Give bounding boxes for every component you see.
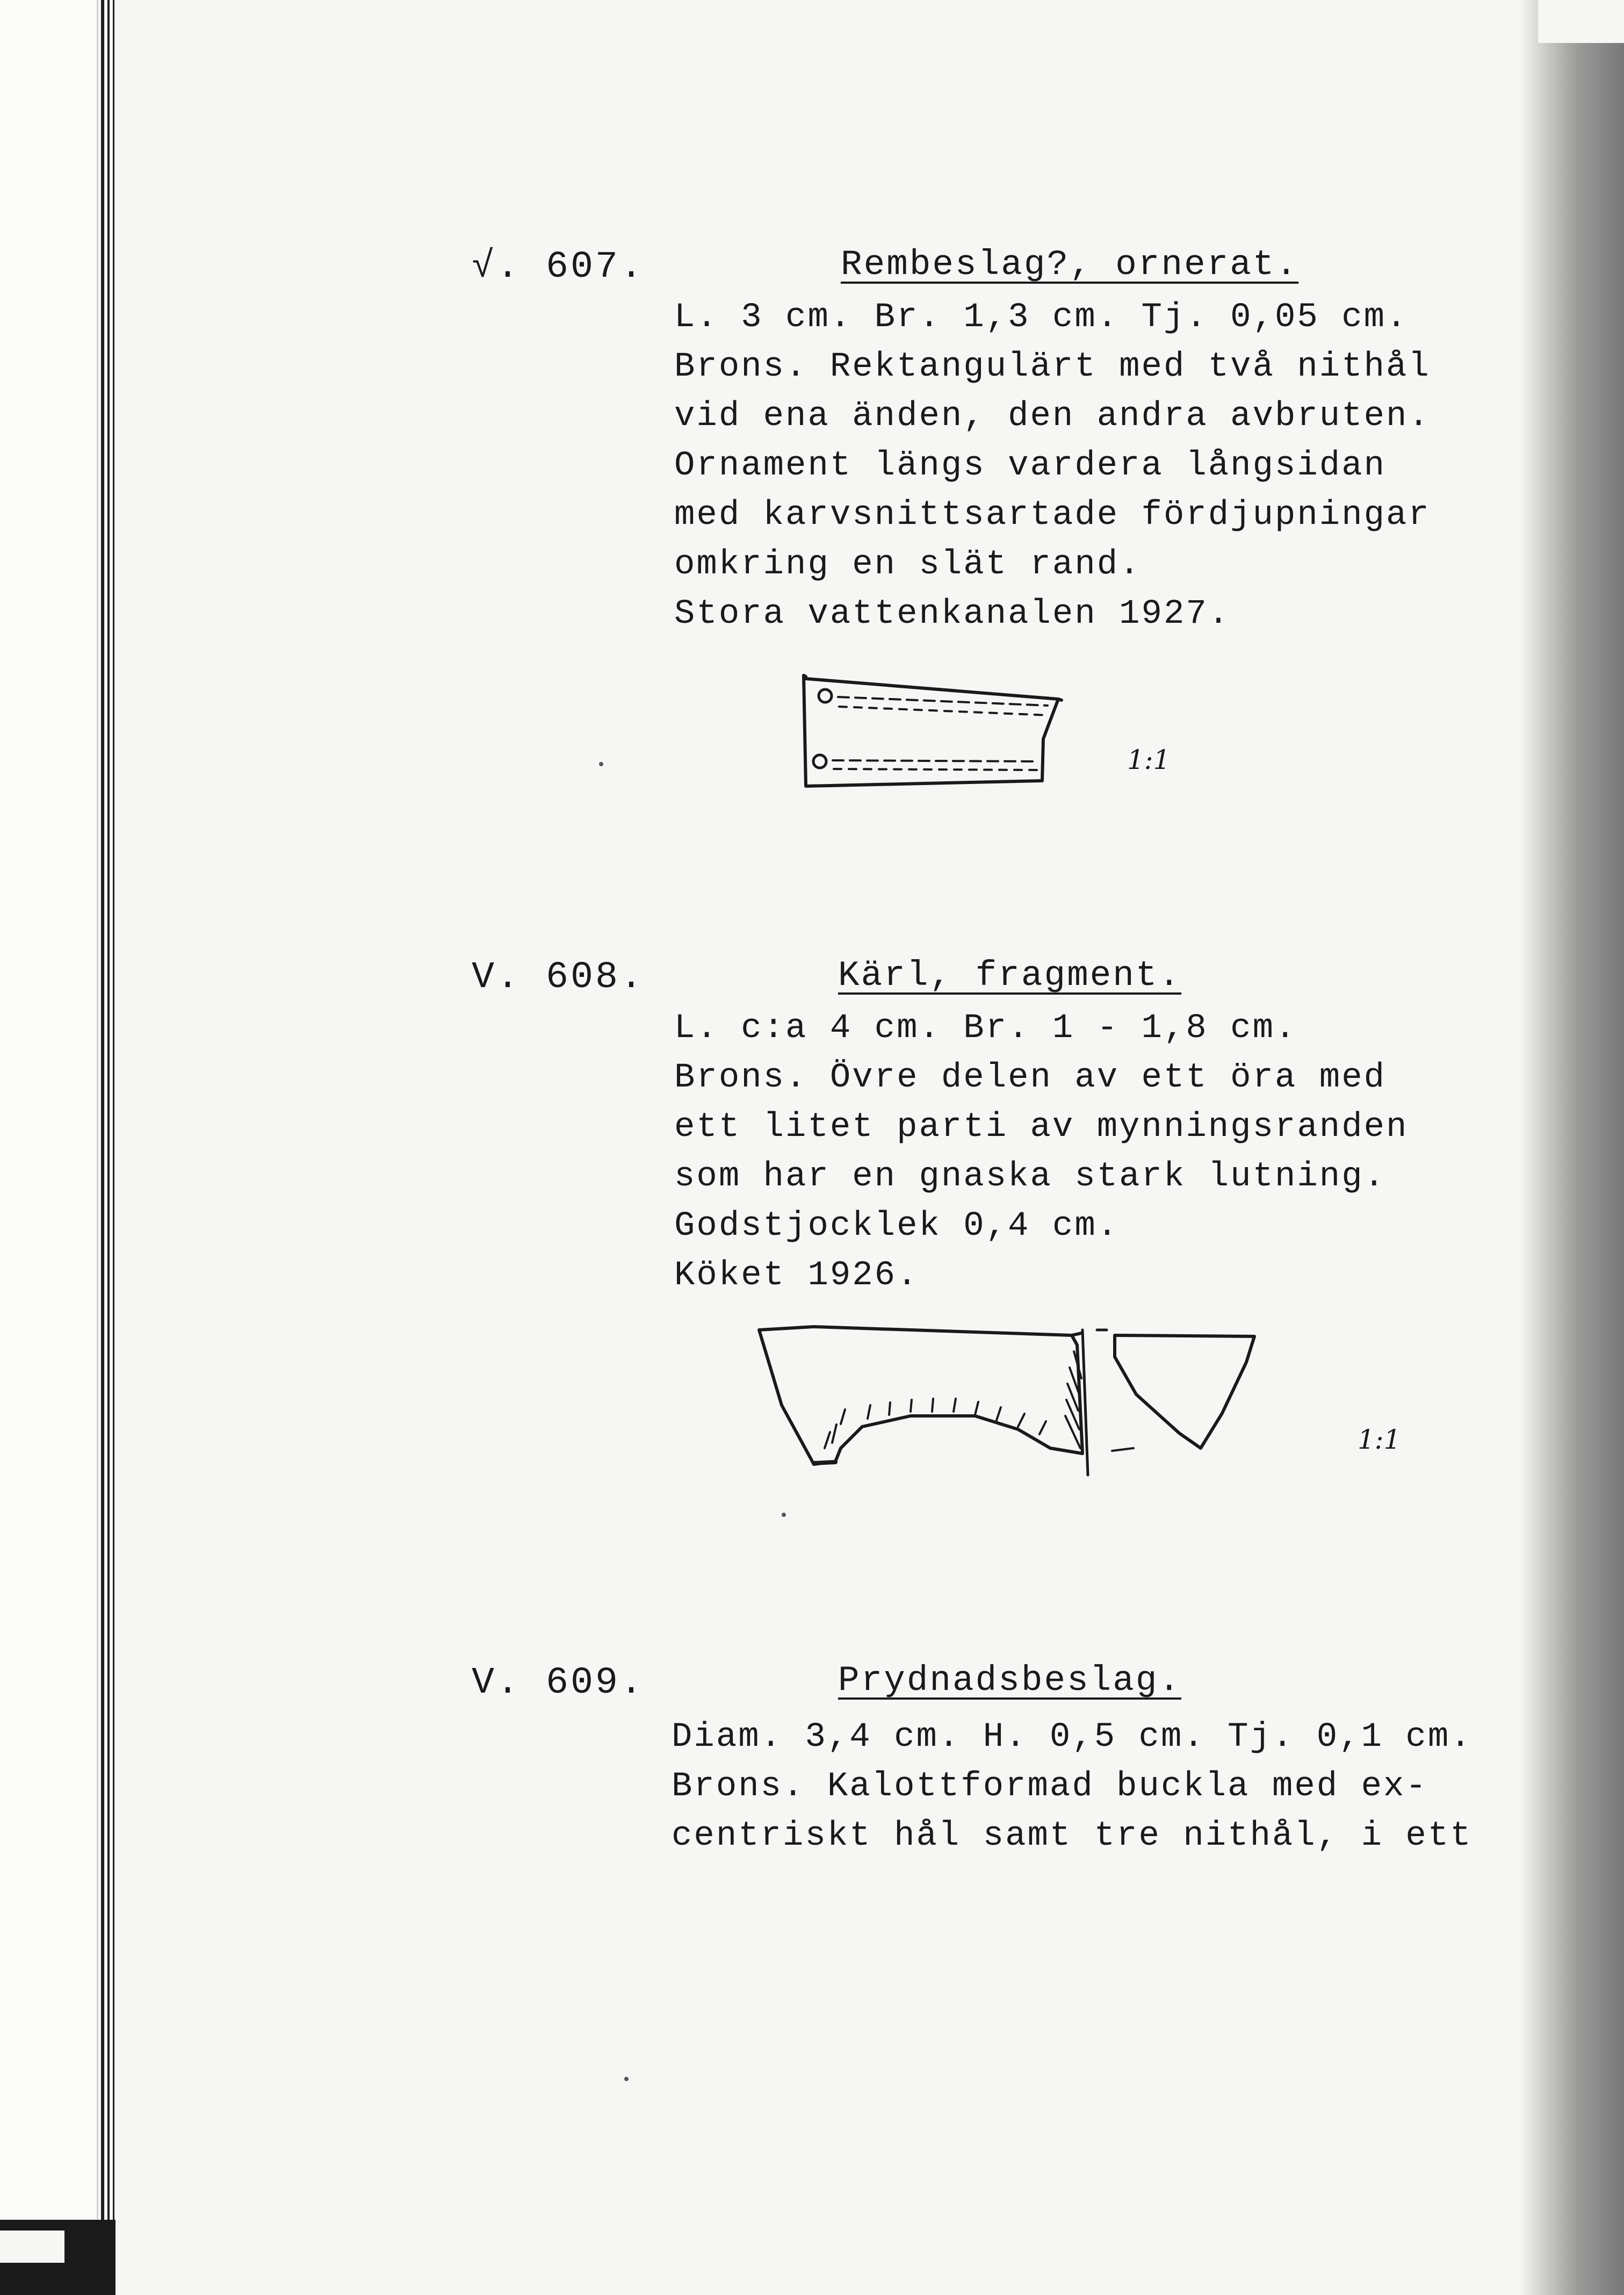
- sketch-strap-fitting: [795, 669, 1074, 793]
- scale-label: 1:1: [1127, 744, 1171, 775]
- page-left-margin: [0, 0, 99, 2295]
- scan-speck: [782, 1513, 786, 1517]
- scan-speck: [624, 2077, 629, 2081]
- entry-title: Prydnadsbeslag.: [838, 1660, 1182, 1701]
- entry-number: √. 607.: [472, 246, 645, 289]
- description-line: L. 3 cm. Br. 1,3 cm. Tj. 0,05 cm.: [674, 298, 1409, 337]
- description-line: Brons. Rektangulärt med två nithål: [674, 348, 1431, 386]
- description-line: med karvsnittsartade fördjupningar: [674, 496, 1431, 535]
- binding-line: [101, 0, 104, 2295]
- entry-title: Kärl, fragment.: [838, 955, 1182, 996]
- description-line: Stora vattenkanalen 1927.: [674, 595, 1231, 634]
- entry-number: V. 609.: [472, 1662, 645, 1704]
- sketch-vessel-fragment: [749, 1319, 1265, 1480]
- description-line: Brons. Övre delen av ett öra med: [674, 1059, 1386, 1097]
- description-line: Köket 1926.: [674, 1256, 919, 1295]
- description-line: Diam. 3,4 cm. H. 0,5 cm. Tj. 0,1 cm.: [672, 1718, 1473, 1757]
- description-line: L. c:a 4 cm. Br. 1 - 1,8 cm.: [674, 1009, 1297, 1048]
- binding-shadow: [0, 2231, 64, 2263]
- scale-label: 1:1: [1358, 1424, 1401, 1455]
- description-line: Brons. Kalottformad buckla med ex-: [672, 1767, 1428, 1806]
- scan-speck: [599, 762, 603, 766]
- description-line: Godstjocklek 0,4 cm.: [674, 1207, 1120, 1246]
- page-edge-shadow: [1538, 0, 1624, 43]
- entry-title: Rembeslag?, ornerat.: [841, 244, 1299, 285]
- entry-description: [672, 1713, 1473, 1861]
- description-line: ett litet parti av mynningsranden: [674, 1108, 1409, 1147]
- description-line: centriskt hål samt tre nithål, i ett: [672, 1817, 1473, 1855]
- binding-line: [107, 0, 110, 2295]
- binding-line: [113, 0, 114, 2295]
- description-line: vid ena änden, den andra avbruten.: [674, 397, 1431, 436]
- description-line: Ornament längs vardera långsidan: [674, 447, 1386, 485]
- entry-description: [674, 293, 1431, 639]
- page-edge-shadow: [1522, 0, 1624, 2295]
- description-line: som har en gnaska stark lutning.: [674, 1157, 1386, 1196]
- entry-description: [674, 1004, 1408, 1300]
- entry-number: V. 608.: [472, 956, 645, 999]
- description-line: omkring en slät rand.: [674, 545, 1142, 584]
